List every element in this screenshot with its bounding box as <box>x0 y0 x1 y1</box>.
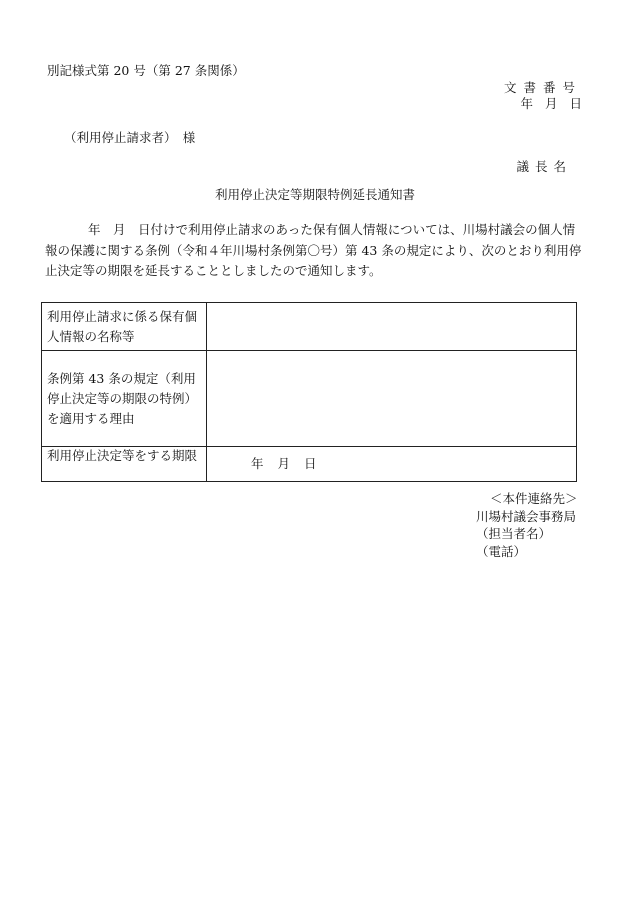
sender-name: 議長名 <box>516 159 572 174</box>
addressee: （利用停止請求者） 様 <box>64 130 196 145</box>
table-label-cell: 利用停止決定等をする期限 <box>42 447 207 482</box>
table-value-cell <box>207 303 577 351</box>
document-date-label: 年 月 日 <box>520 96 582 111</box>
contact-block <box>476 490 578 560</box>
table-row <box>42 351 577 447</box>
contact-phone: （電話） <box>476 543 527 559</box>
table-value-cell <box>207 447 577 482</box>
info-table <box>41 302 577 482</box>
contact-heading: ＜本件連絡先＞ <box>490 491 578 506</box>
body-paragraph: 年 月 日付けで利用停止請求のあった保有個人情報については、川場村議会の個人情報の保護に関する条例（令和４年川場村条例第〇号）第 43 条の規定により、次のとおり利用停止決定等の期限を延長することとしましたので通知します。 <box>45 222 582 278</box>
form-number: 別記様式第 20 号（第 27 条関係） <box>47 63 245 78</box>
table-row <box>42 447 577 482</box>
document-number-label: 文書番号 <box>503 80 582 95</box>
table-label-cell: 利用停止請求に係る保有個人情報の名称等 <box>42 303 207 351</box>
table-value-cell <box>207 351 577 447</box>
table-label-cell: 条例第 43 条の規定（利用停止決定等の期限の特例）を適用する理由 <box>42 351 207 447</box>
deadline-date: 年 月 日 <box>251 456 317 471</box>
document-title: 利用停止決定等期限特例延長通知書 <box>214 187 415 202</box>
table-row <box>42 303 577 351</box>
contact-office: 川場村議会事務局 <box>476 508 577 524</box>
contact-person: （担当者名） <box>476 526 552 541</box>
